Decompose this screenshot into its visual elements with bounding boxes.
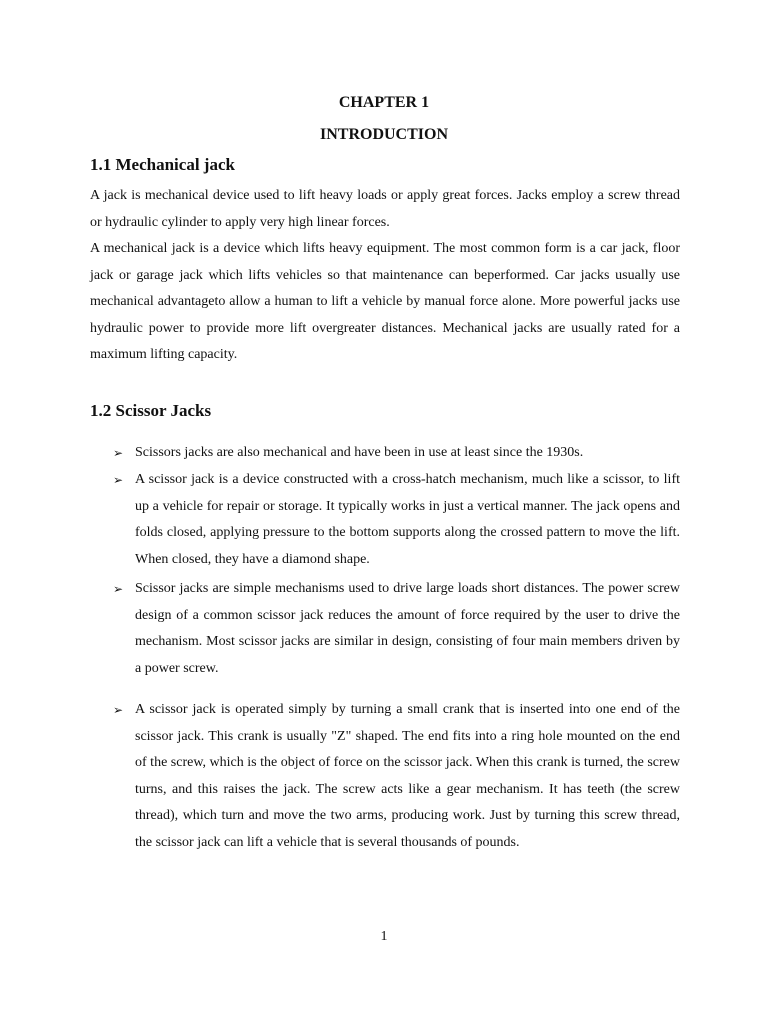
bullet-item	[113, 440, 680, 467]
bullet-item	[113, 467, 680, 573]
bullet-text: Scissors jacks are also mechanical and have been in use at least since the 1930s.	[135, 445, 584, 460]
chapter-label: CHAPTER 1	[338, 94, 430, 111]
page-number: 1	[380, 929, 388, 944]
paragraph: A mechanical jack is a device which lifts heavy equipment. The most common form is a car jack, floor jack or garage jack which lifts vehicles so that maintenance can beperformed. Car jacks usually use mechanical advantageto allow a human to lift a vehicle by manual force alone. More powerful jacks use hydraulic power to provide more lift overgreater distances. Mechanical jacks are usually rated for a maximum lifting capacity.	[90, 241, 680, 362]
bullet-text: Scissor jacks are simple mechanisms used to drive large loads short distances. The power screw design of a common scissor jack reduces the amount of force required by the user to drive the mechanism. Most scissor jacks are similar in design, consisting of four main members driven by a power screw.	[135, 581, 680, 676]
section-heading-mechanical-jack: 1.1 Mechanical jack	[90, 155, 235, 174]
paragraph: A jack is mechanical device used to lift heavy loads or apply great forces. Jacks employ a screw thread or hydraulic cylinder to apply very high linear forces.	[90, 188, 680, 230]
arrow-bullet-icon: ➢	[113, 582, 124, 596]
bullet-text: A scissor jack is a device constructed with a cross-hatch mechanism, much like a scissor, to lift up a vehicle for repair or storage. It typically works in just a vertical manner. The jack opens and folds closed, applying pressure to the bottom supports along the crossed pattern to move the lift. When closed, they have a diamond shape.	[135, 472, 680, 567]
bullet-item	[113, 576, 680, 682]
section-heading-scissor-jacks: 1.2 Scissor Jacks	[90, 401, 212, 420]
bullet-item	[113, 697, 680, 856]
arrow-bullet-icon: ➢	[113, 446, 124, 460]
arrow-bullet-icon: ➢	[113, 703, 124, 717]
arrow-bullet-icon: ➢	[113, 473, 124, 487]
bullet-text: A scissor jack is operated simply by turning a small crank that is inserted into one end of the scissor jack. This crank is usually "Z" shaped. The end fits into a ring hole mounted on the end of the screw, which is the object of force on the scissor jack. When this crank is turned, the screw turns, and this raises the jack. The screw acts like a gear mechanism. It has teeth (the screw thread), which turn and move the two arms, producing work. Just by turning this screw thread, the scissor jack can lift a vehicle that is several thousands of pounds.	[135, 702, 680, 850]
chapter-title: INTRODUCTION	[319, 126, 448, 143]
